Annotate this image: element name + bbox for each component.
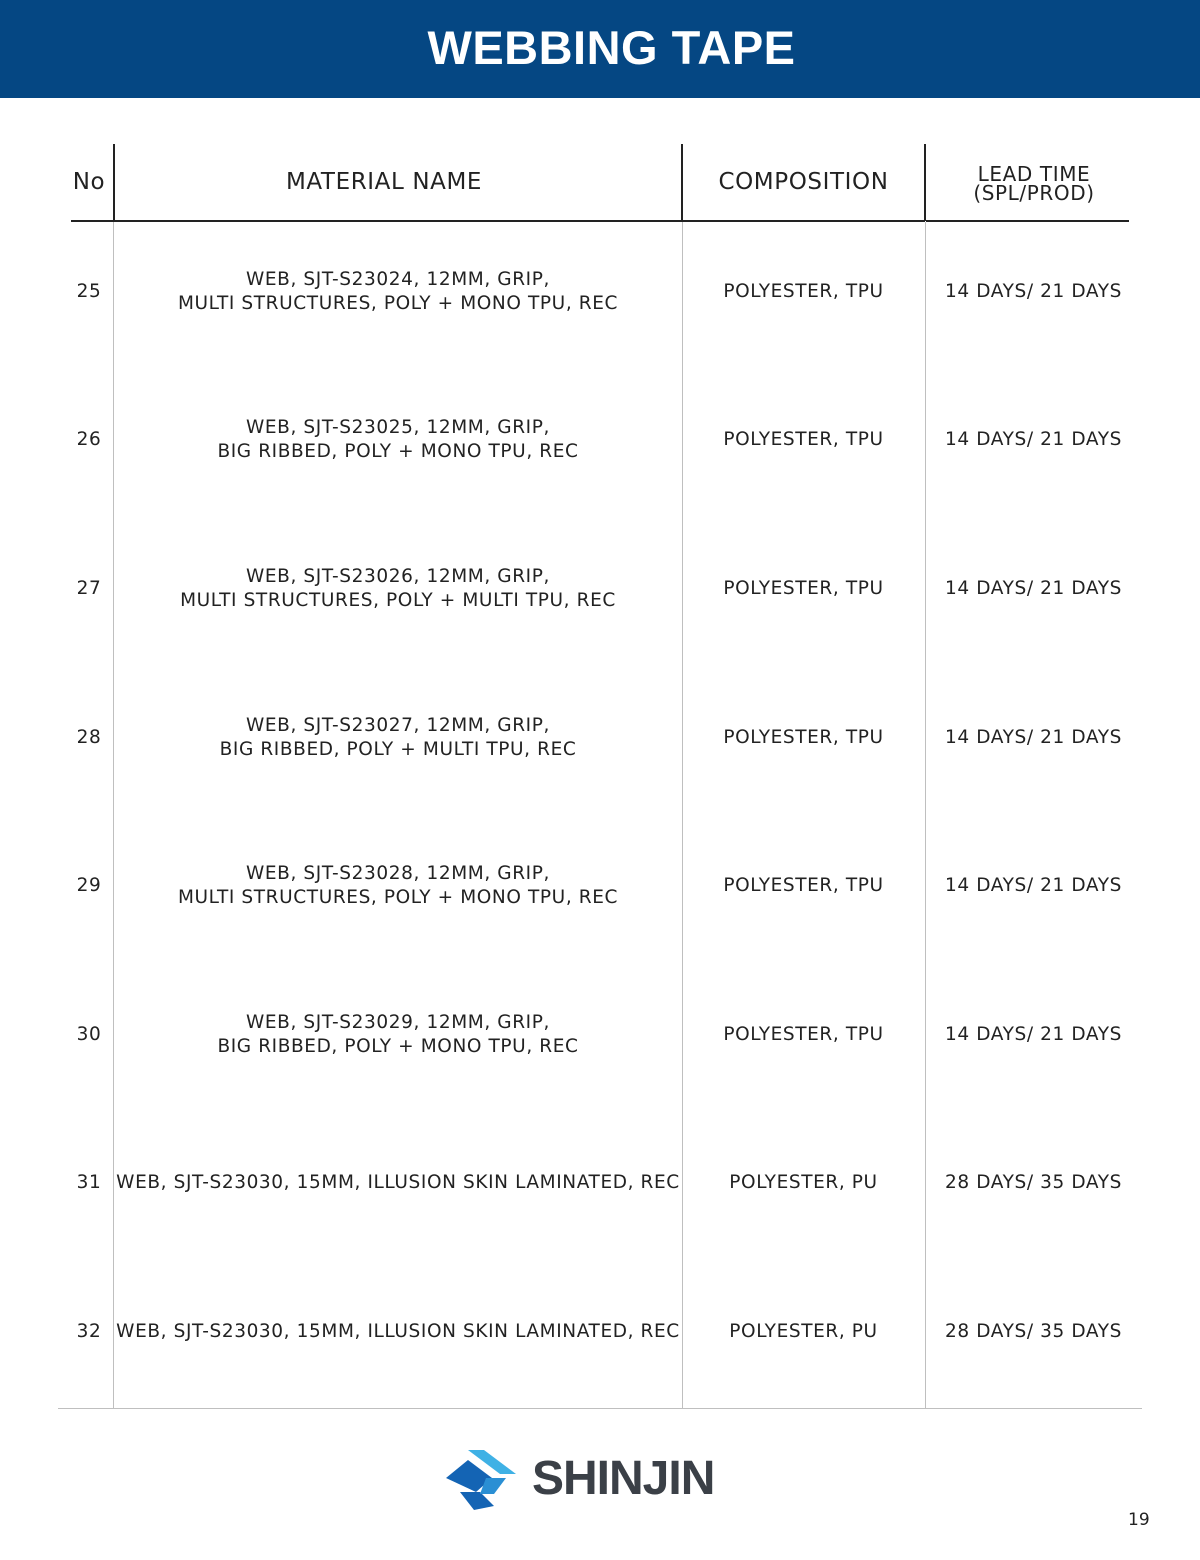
cell-lead-time: 14 DAYS/ 21 DAYS [945, 578, 1122, 599]
cell-composition: POLYESTER, PU [729, 1321, 878, 1342]
cell-no: 28 [76, 727, 102, 748]
cell-lead-time: 14 DAYS/ 21 DAYS [945, 281, 1122, 302]
material-name-line2: BIG RIBBED, POLY + MONO TPU, REC [217, 1036, 579, 1057]
table-row [58, 1258, 1142, 1406]
material-name-line1: WEB, SJT-S23026, 12MM, GRIP, [246, 566, 550, 587]
header-material-name: MATERIAL NAME [285, 169, 483, 195]
table-bottom-line [58, 1408, 1142, 1409]
cell-composition: POLYESTER, TPU [723, 578, 884, 599]
material-name-line1: WEB, SJT-S23029, 12MM, GRIP, [246, 1012, 550, 1033]
cell-lead-time: 14 DAYS/ 21 DAYS [945, 429, 1122, 450]
cell-material-name [114, 961, 682, 1109]
header-lead-time-line1: LEAD TIME [977, 162, 1091, 186]
cell-no: 25 [76, 281, 102, 302]
table-row [58, 366, 1142, 514]
material-name-line1: WEB, SJT-S23028, 12MM, GRIP, [246, 863, 550, 884]
table-row [58, 218, 1142, 366]
header-lead-time [926, 146, 1142, 222]
title-banner [0, 0, 1200, 98]
cell-composition: POLYESTER, TPU [723, 727, 884, 748]
header-lead-time-line2: (SPL/PROD) [973, 181, 1095, 205]
table-row [58, 961, 1142, 1109]
cell-material-name [114, 218, 682, 366]
material-name-line1: WEB, SJT-S23024, 12MM, GRIP, [246, 269, 550, 290]
table-row [58, 664, 1142, 812]
cell-composition: POLYESTER, PU [729, 1172, 878, 1193]
cell-lead-time: 28 DAYS/ 35 DAYS [945, 1172, 1122, 1193]
material-name-line1: WEB, SJT-S23030, 15MM, ILLUSION SKIN LAMINATED, REC [116, 1172, 680, 1193]
table-row [58, 1109, 1142, 1257]
material-name-line2: MULTI STRUCTURES, POLY + MONO TPU, REC [177, 293, 619, 314]
page-number: 19 [1128, 1510, 1150, 1530]
cell-material-name [114, 515, 682, 663]
cell-lead-time: 28 DAYS/ 35 DAYS [945, 1321, 1122, 1342]
header-composition: COMPOSITION [718, 169, 889, 195]
table-row [58, 515, 1142, 663]
cell-composition: POLYESTER, TPU [723, 281, 884, 302]
material-name-line2: MULTI STRUCTURES, POLY + MONO TPU, REC [177, 887, 619, 908]
cell-no: 31 [76, 1172, 102, 1193]
cell-material-name [114, 1109, 682, 1257]
material-name-line2: BIG RIBBED, POLY + MONO TPU, REC [217, 441, 579, 462]
cell-no: 32 [76, 1321, 102, 1342]
webbing-tape-table [58, 144, 1142, 1410]
material-name-line2: MULTI STRUCTURES, POLY + MULTI TPU, REC [180, 590, 616, 611]
cell-composition: POLYESTER, TPU [723, 429, 884, 450]
cell-lead-time: 14 DAYS/ 21 DAYS [945, 875, 1122, 896]
cell-material-name [114, 664, 682, 812]
brand-wordmark: SHINJIN [532, 1452, 715, 1505]
page-title: WEBBING TAPE [427, 21, 796, 74]
header-no: No [72, 169, 106, 195]
cell-lead-time: 14 DAYS/ 21 DAYS [945, 727, 1122, 748]
cell-lead-time: 14 DAYS/ 21 DAYS [945, 1024, 1122, 1045]
cell-material-name [114, 366, 682, 514]
cell-material-name [114, 1258, 682, 1406]
cell-material-name [114, 812, 682, 960]
cell-composition: POLYESTER, TPU [723, 875, 884, 896]
cell-no: 26 [76, 429, 102, 450]
cell-no: 27 [76, 578, 102, 599]
cell-composition: POLYESTER, TPU [723, 1024, 884, 1045]
material-name-line1: WEB, SJT-S23027, 12MM, GRIP, [246, 715, 550, 736]
table-row [58, 812, 1142, 960]
cell-no: 30 [76, 1024, 102, 1045]
material-name-line1: WEB, SJT-S23025, 12MM, GRIP, [246, 417, 550, 438]
material-name-line1: WEB, SJT-S23030, 15MM, ILLUSION SKIN LAMINATED, REC [116, 1321, 680, 1342]
material-name-line2: BIG RIBBED, POLY + MULTI TPU, REC [219, 739, 577, 760]
cell-no: 29 [76, 875, 102, 896]
